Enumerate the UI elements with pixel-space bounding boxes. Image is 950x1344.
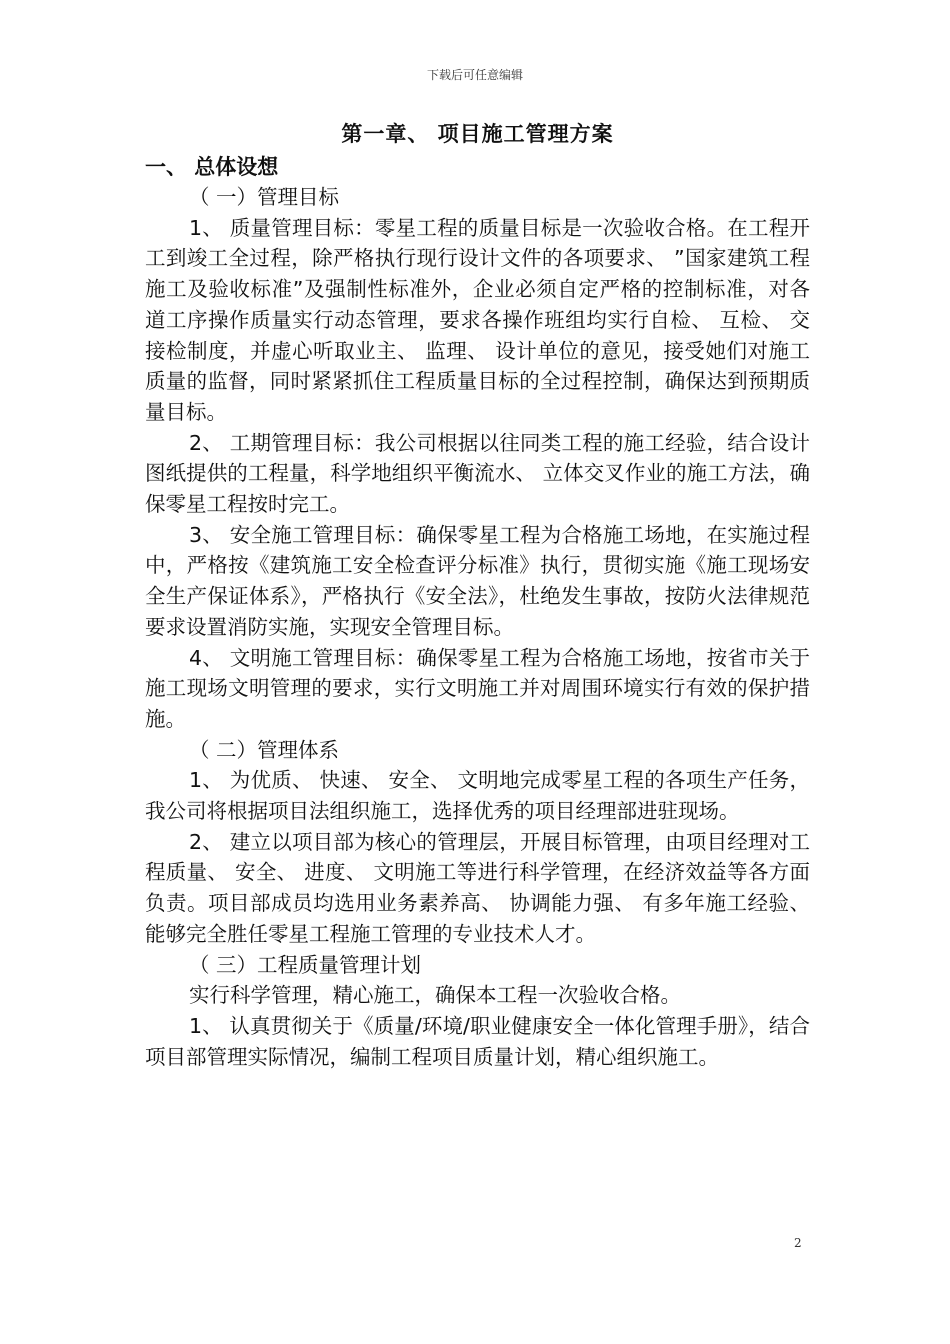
section-heading: 一、 总体设想: [145, 155, 279, 179]
page-number: 2: [794, 1236, 802, 1250]
paragraph-schedule-goal: 2、 工期管理目标：我公司根据以往同类工程的施工经验，结合设计图纸提供的工程量，科学地组织平衡流水、 立体交叉作业的施工方法，确保零星工程按时完工。: [145, 430, 810, 517]
paragraph-civilized-goal: 4、 文明施工管理目标：确保零星工程为合格施工场地，按省市关于施工现场文明管理的要求，实行文明施工并对周围环境实行有效的保护措施。: [145, 645, 810, 731]
chapter-title: 第一章、 项目施工管理方案: [341, 122, 614, 146]
paragraph-quality-goal: 1、 质量管理目标：零星工程的质量目标是一次验收合格。在工程开工到竣工全过程，除严格执行现行设计文件的各项要求、 ”国家建筑工程施工及验收标准”及强制性标准外，企业必须自定严格的控制标准，对各道工序操作质量实行动态管理，要求各操作班组均实行自检、 互检、 交接检制度，并虚心听取业主、 监理、 设计单位的意见，接受她们对施工质量的监督，同时紧紧抓住工程质量目标的全过程控制，确保达到预期质量目标。: [145, 215, 810, 424]
subheading-management-system: （ 二）管理体系: [189, 737, 340, 762]
subheading-quality-plan: （ 三）工程质量管理计划: [189, 952, 422, 977]
paragraph-quality-plan-1: 1、 认真贯彻关于《质量/环境/职业健康安全一体化管理手册》，结合项目部管理实际情况，编制工程项目质量计划，精心组织施工。: [145, 1013, 810, 1069]
subheading-management-goals: （ 一）管理目标: [189, 185, 340, 209]
page-header: 下载后可任意编辑: [426, 68, 523, 82]
paragraph-quality-plan-intro: 实行科学管理，精心施工，确保本工程一次验收合格。: [189, 983, 681, 1008]
document-body: [145, 118, 810, 1072]
paragraph-safety-goal: 3、 安全施工管理目标：确保零星工程为合格施工场地，在实施过程中，严格按《建筑施工安全检查评分标准》执行，贯彻实施《施工现场安全生产保证体系》，严格执行《安全法》，杜绝发生事故，按防火法律规范要求设置消防实施，实现安全管理目标。: [145, 522, 810, 639]
paragraph-system-2: 2、 建立以项目部为核心的管理层，开展目标管理，由项目经理对工程质量、 安全、 进度、 文明施工等进行科学管理，在经济效益等各方面负责。项目部成员均选用业务素养高、 协调能力强、 有多年施工经验、 能够完全胜任零星工程施工管理的专业技术人才。: [145, 829, 810, 946]
paragraph-system-1: 1、 为优质、 快速、 安全、 文明地完成零星工程的各项生产任务，我公司将根据项目法组织施工，选择优秀的项目经理部进驻现场。: [145, 768, 810, 824]
